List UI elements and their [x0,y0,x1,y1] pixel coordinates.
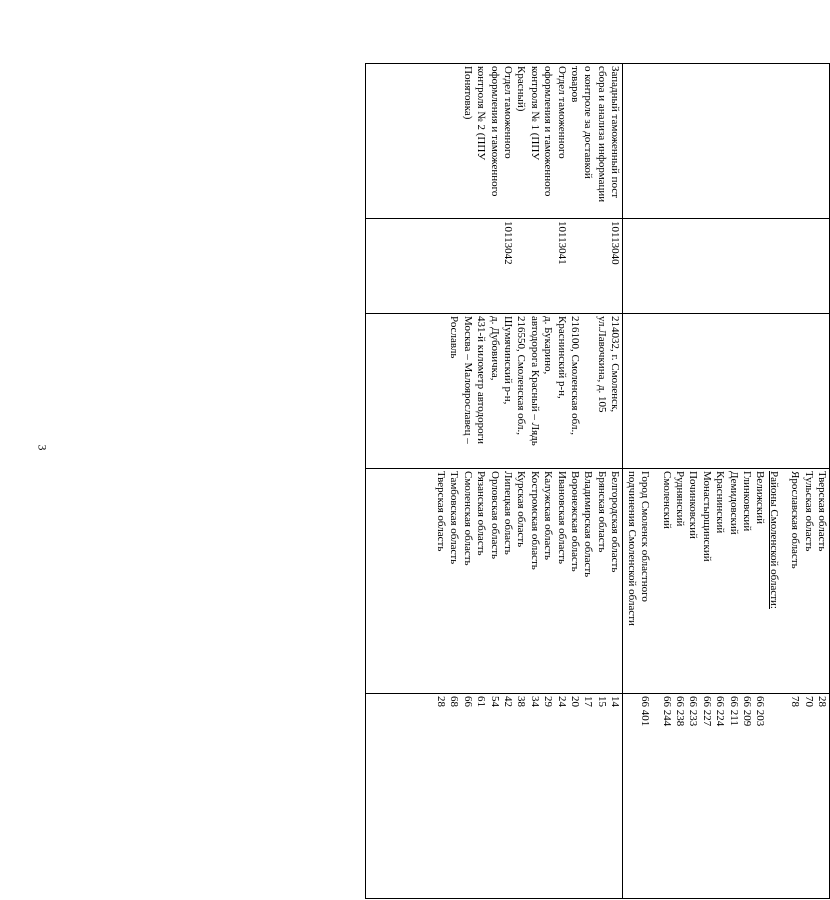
district-name: Руднянский [673,471,686,527]
cell-post-name [366,64,623,219]
region-code: 61 [475,696,488,707]
table-row [623,64,830,899]
region-name: Брянская область [595,471,608,553]
cell-post-code [366,219,623,314]
region-name: Калужская область [542,471,555,561]
cell-regions [623,469,830,694]
page-number: 3 [35,444,50,451]
cell-address [366,314,623,469]
customs-posts-table [365,63,830,899]
region-code: 20 [569,696,582,707]
city-code: 66 401 [639,696,652,727]
address-line: Рославль [448,316,461,359]
address-line: 216550, Смоленская обл., [515,316,528,435]
district-name: Смоленский [660,471,673,529]
post-code: 10113040 [609,221,622,265]
region-name: Владимирская область [582,471,595,578]
address-line: 431-й километр автодороги [475,316,488,444]
region-name: Ярославская область [789,471,802,569]
district-code: 66 233 [687,696,700,727]
region-code: 66 [461,696,474,707]
region-name: Орловская область [488,471,501,560]
address-line: автодорога Красный – Лядь [528,316,541,446]
city-name: подчинения Смоленской области [625,471,638,626]
post-name-line: Красный) [515,66,528,112]
address-line: 216100, Смоленская обл., [569,316,582,435]
district-code: 66 224 [714,696,727,727]
district-code: 66 227 [700,696,713,727]
region-code: 17 [582,696,595,707]
district-name: Глинковский [740,471,753,532]
city-name: Город Смоленск областного [639,471,652,602]
region-code: 34 [528,696,541,707]
district-code: 66 244 [660,696,673,727]
smolensk-districts-header: Районы Смоленской области: [767,471,780,609]
address-line: д. Букарино, [542,316,555,375]
region-code: 70 [802,696,815,707]
district-name: Демидовский [727,471,740,535]
region-code: 28 [816,696,828,707]
region-code: 42 [502,696,515,707]
region-code: 54 [488,696,501,707]
address-line: Москва – Малоярославец – [461,316,474,444]
region-name: Тульская область [802,471,815,552]
district-name: Краснинский [714,471,727,534]
region-name: Ивановская область [555,471,568,565]
cell-post-name [623,64,830,219]
post-name-line: Отдел таможенного [502,66,515,159]
region-code: 29 [542,696,555,707]
region-name: Липецкая область [502,471,515,555]
district-code: 66 209 [740,696,753,727]
post-name-line: Понятовка) [461,66,474,120]
address-line: 214032, г. Смоленск, [609,316,622,413]
rotated-table-sheet [365,63,830,873]
cell-post-code [623,219,830,314]
post-name-line: сбора и анализа информации [595,66,608,203]
region-name: Рязанская область [475,471,488,556]
region-name: Курская область [515,471,528,548]
post-name-line: контроля № 1 (ППУ [528,66,541,161]
district-code: 66 211 [727,696,740,726]
region-code: 78 [789,696,802,707]
post-code: 10113041 [555,221,568,265]
district-name: Монастырщинский [700,471,713,562]
address-line: ул.Лавочкина, д. 105 [595,316,608,413]
region-name: Тверская область [435,471,448,552]
region-code: 15 [595,696,608,707]
address-line: д. Дубовичка, [488,316,501,381]
post-name-line: оформления и таможенного [488,66,501,197]
region-name: Воронежская область [569,471,582,572]
post-name-line: Западный таможенный пост [609,66,622,199]
district-code: 66 203 [754,696,767,727]
cell-address [623,314,830,469]
post-name-line: Отдел таможенного [555,66,568,159]
address-line: Шумячинский р-н, [502,316,515,405]
cell-region-codes [623,694,830,899]
post-name-line: товаров [569,66,582,103]
cell-regions [366,469,623,694]
post-name-line: контроля № 2 (ППУ [475,66,488,161]
post-name-line: о контроле за доставкой [582,66,595,179]
region-name: Тверская область [816,471,828,552]
district-name: Велижский [754,471,767,524]
region-code: 14 [609,696,622,707]
address-line: Краснинский р-н, [555,316,568,399]
region-code: 28 [435,696,448,707]
district-name: Починковский [687,471,700,539]
region-name: Тамбовская область [448,471,461,565]
cell-region-codes [366,694,623,899]
table-row [366,64,623,899]
region-name: Белгородская область [609,471,622,573]
region-code: 38 [515,696,528,707]
region-name: Костромская область [528,471,541,570]
post-name-line: оформления и таможенного [542,66,555,197]
district-code: 66 238 [673,696,686,727]
region-name: Смоленская область [461,471,474,566]
region-code: 68 [448,696,461,707]
post-code: 10113042 [502,221,515,265]
region-code: 24 [555,696,568,707]
